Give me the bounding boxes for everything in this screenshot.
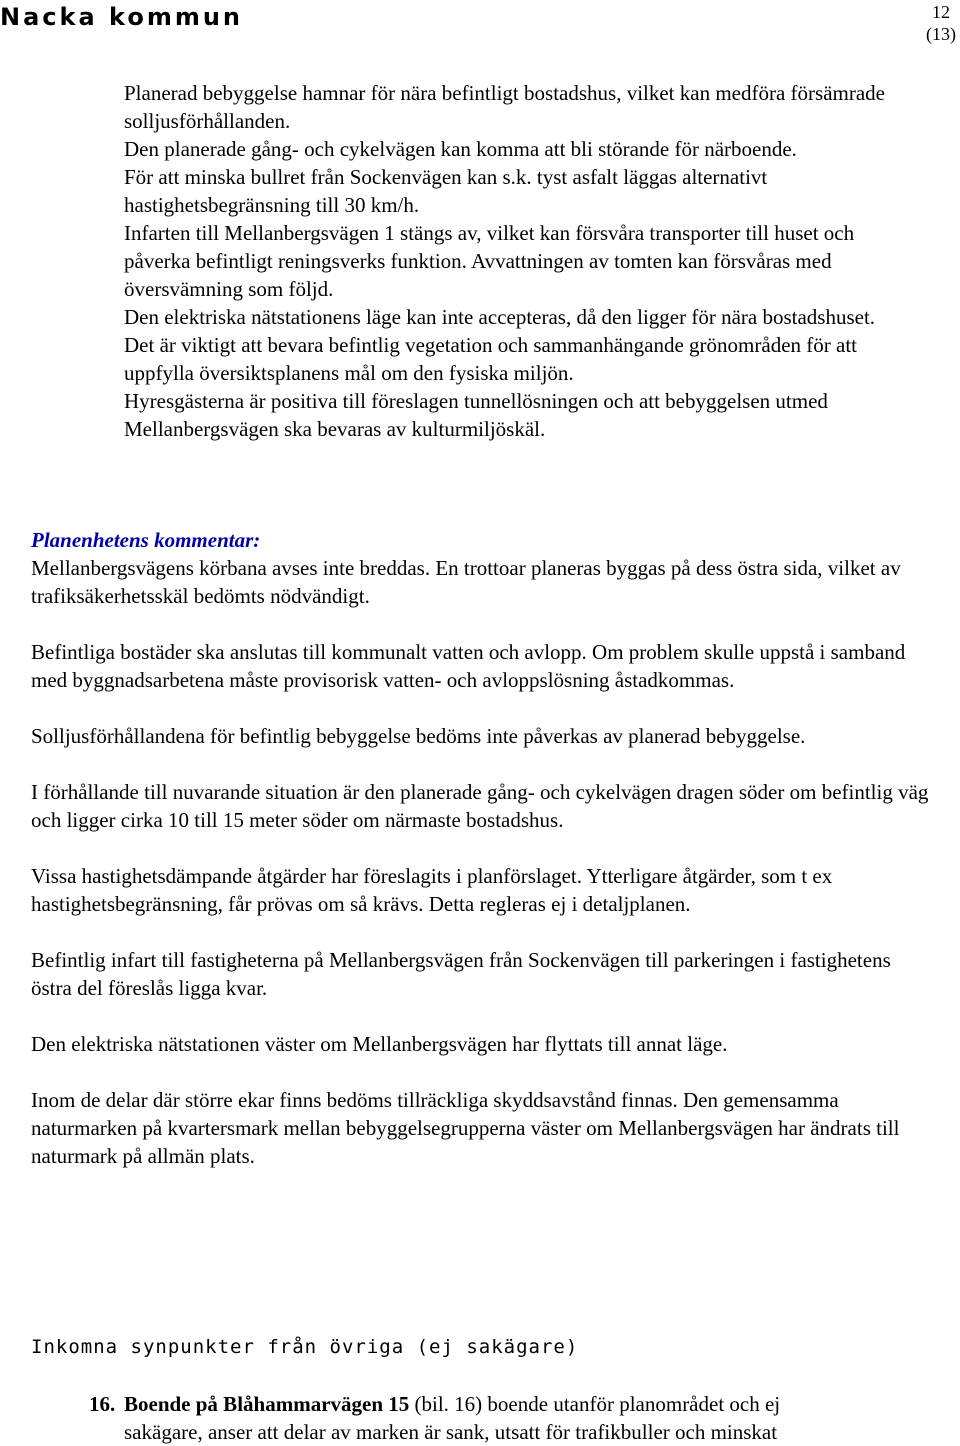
comment-paragraph: Solljusförhållandena för befintlig bebyggelse bedöms inte påverkas av planerad bebyggelse. <box>31 724 806 748</box>
page-number-current: 12 <box>932 2 950 22</box>
header-title: Nacka kommun <box>0 3 244 31</box>
item-number: 16. <box>89 1392 116 1416</box>
item-16-line-2: sakägare, anser att delar av marken är sank, utsatt för trafikbuller och minskat <box>124 1420 778 1444</box>
comment-paragraph: Befintlig infart till fastigheterna på Mellanbergsvägen från Sockenvägen till parkeringen i fastighetens östra del föreslås ligga kvar. <box>31 948 891 1000</box>
comment-paragraph: Inom de delar där större ekar finns bedöms tillräckliga skyddsavstånd finnas. Den gemensamma naturmarken på kvartersmark mellan bebyggelsegrupperna väster om Mellanbergsvägen har ändrats till naturmark på allmän plats. <box>31 1088 900 1168</box>
comment-paragraph: I förhållande till nuvarande situation är den planerade gång- och cykelvägen dragen söder om befintlig väg och ligger cirka 10 till 15 meter söder om närmaste bostadshus. <box>31 780 929 832</box>
opinion-paragraph: Den elektriska nätstationens läge kan inte accepteras, då den ligger för nära bostadshuset. <box>124 305 876 329</box>
item-name: Boende på Blåhammarvägen 15 <box>124 1392 410 1416</box>
opinions-block <box>124 79 904 443</box>
comment-paragraph: Den elektriska nätstationen väster om Mellanbergsvägen har flyttats till annat läge. <box>31 1032 728 1056</box>
opinion-paragraph: Planerad bebyggelse hamnar för nära befintligt bostadshus, vilket kan medföra försämrade solljusförhållanden. <box>124 81 885 133</box>
item-text: (bil. 16) boende utanför planområdet och ej <box>409 1392 781 1416</box>
comment-paragraph: Mellanbergsvägens körbana avses inte breddas. En trottoar planeras byggas på dess östra sida, vilket av trafiksäkerhetsskäl bedömts nödvändigt. <box>31 556 901 608</box>
item-16-line-1 <box>89 1390 909 1418</box>
numbered-item-16 <box>89 1390 909 1446</box>
comment-paragraph: Befintliga bostäder ska anslutas till kommunalt vatten och avlopp. Om problem skulle uppstå i samband med byggnadsarbetena måste provisorisk vatten- och avloppslösning åstadkommas. <box>31 640 906 692</box>
opinion-paragraph: För att minska bullret från Sockenvägen kan s.k. tyst asfalt läggas alternativt hastighetsbegränsning till 30 km/h. <box>124 165 768 217</box>
page-number-total: (13) <box>926 24 956 44</box>
opinion-paragraph: Den planerade gång- och cykelvägen kan komma att bli störande för närboende. <box>124 137 797 161</box>
comment-section <box>31 526 931 1170</box>
comment-paragraph: Vissa hastighetsdämpande åtgärder har föreslagits i planförslaget. Ytterligare åtgärder, som t ex hastighetsbegränsning, får prövas om så krävs. Detta regleras ej i detaljplanen. <box>31 864 833 916</box>
comment-heading: Planenhetens kommentar: <box>31 528 261 552</box>
opinion-paragraph: Infarten till Mellanbergsvägen 1 stängs av, vilket kan försvåra transporter till huset och påverka befintligt reningsverks funktion. Avvattningen av tomten kan försvåras med översvämning som följd. <box>124 221 855 301</box>
other-section-heading: Inkomna synpunkter från övriga (ej sakägare) <box>31 1336 579 1358</box>
opinion-paragraph: Hyresgästerna är positiva till föreslagen tunnellösningen och att bebyggelsen utmed Mellanbergsvägen ska bevaras av kulturmiljöskäl. <box>124 389 828 441</box>
opinion-paragraph: Det är viktigt att bevara befintlig vegetation och sammanhängande grönområden för att uppfylla översiktsplanens mål om den fysiska miljön. <box>124 333 857 385</box>
page-number <box>926 1 956 45</box>
